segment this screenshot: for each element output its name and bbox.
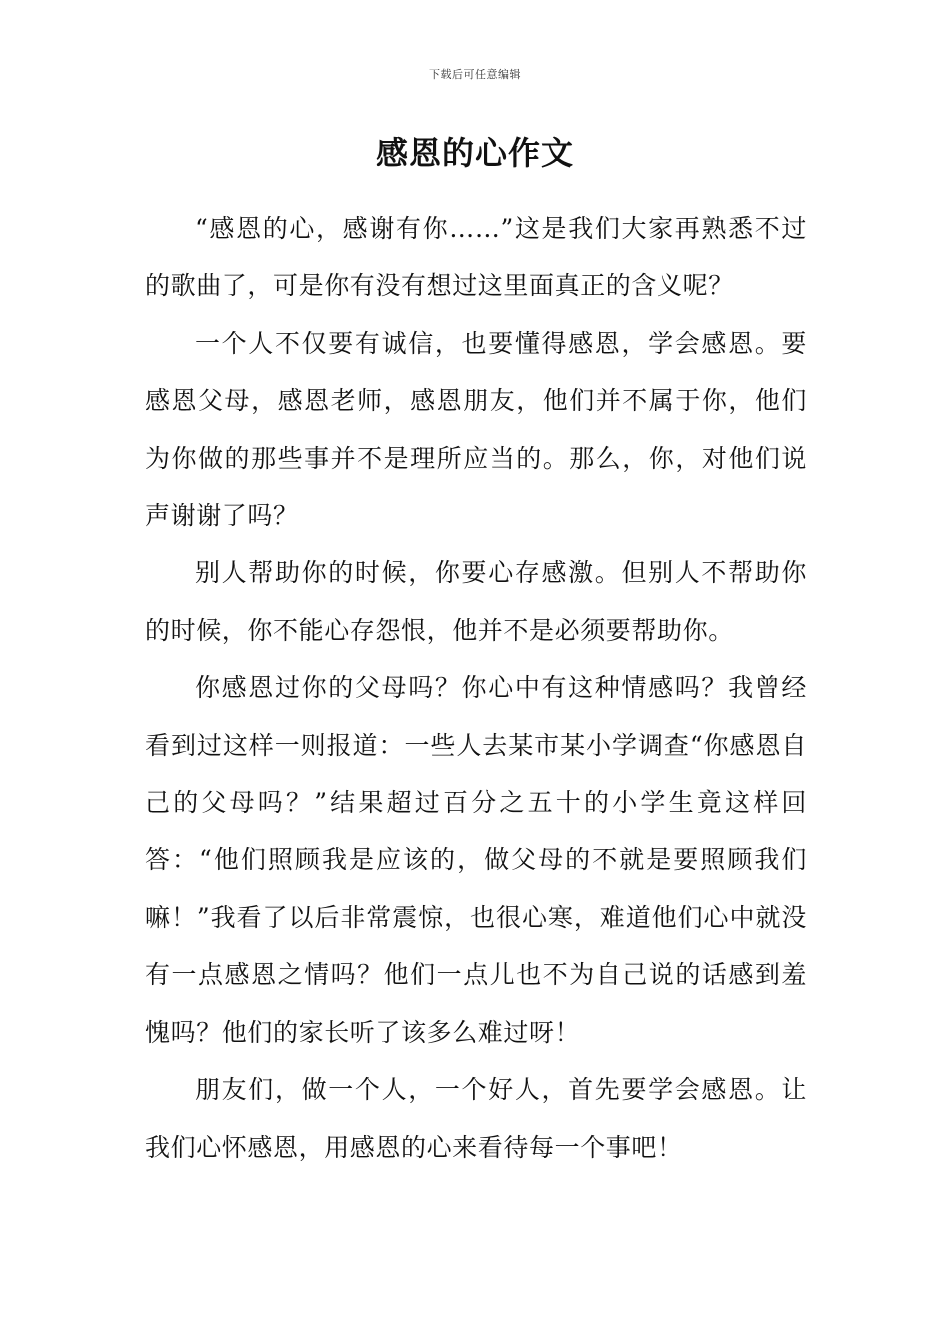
paragraph-3: 别人帮助你的时候，你要心存感激。但别人不帮助你的时候，你不能心存怨恨，他并不是必须要帮助你。 xyxy=(145,558,807,645)
paragraph-4: 你感恩过你的父母吗？你心中有这种情感吗？我曾经看到过这样一则报道：一些人去某市某小学调查“你感恩自己的父母吗？”结果超过百分之五十的小学生竟这样回答：“他们照顾我是应该的，做父母的不就是要照顾我们嘛！”我看了以后非常震惊，也很心寒，难道他们心中就没有一点感恩之情吗？他们一点儿也不为自己说的话感到羞愧吗？他们的家长听了该多么难过呀！ xyxy=(145,673,807,1047)
paragraph-5: 朋友们，做一个人，一个好人，首先要学会感恩。让我们心怀感恩，用感恩的心来看待每一个事吧！ xyxy=(145,1075,807,1162)
paragraph-1: “感恩的心，感谢有你……”这是我们大家再熟悉不过的歌曲了，可是你有没有想过这里面真正的含义呢？ xyxy=(145,214,807,301)
essay-body xyxy=(145,200,807,1176)
paragraph-2: 一个人不仅要有诚信，也要懂得感恩，学会感恩。要感恩父母，感恩老师，感恩朋友，他们并不属于你，他们为你做的那些事并不是理所应当的。那么，你，对他们说声谢谢了吗？ xyxy=(145,328,807,531)
header-note: 下载后可任意编辑 xyxy=(429,68,521,81)
document-title: 感恩的心作文 xyxy=(375,134,574,172)
